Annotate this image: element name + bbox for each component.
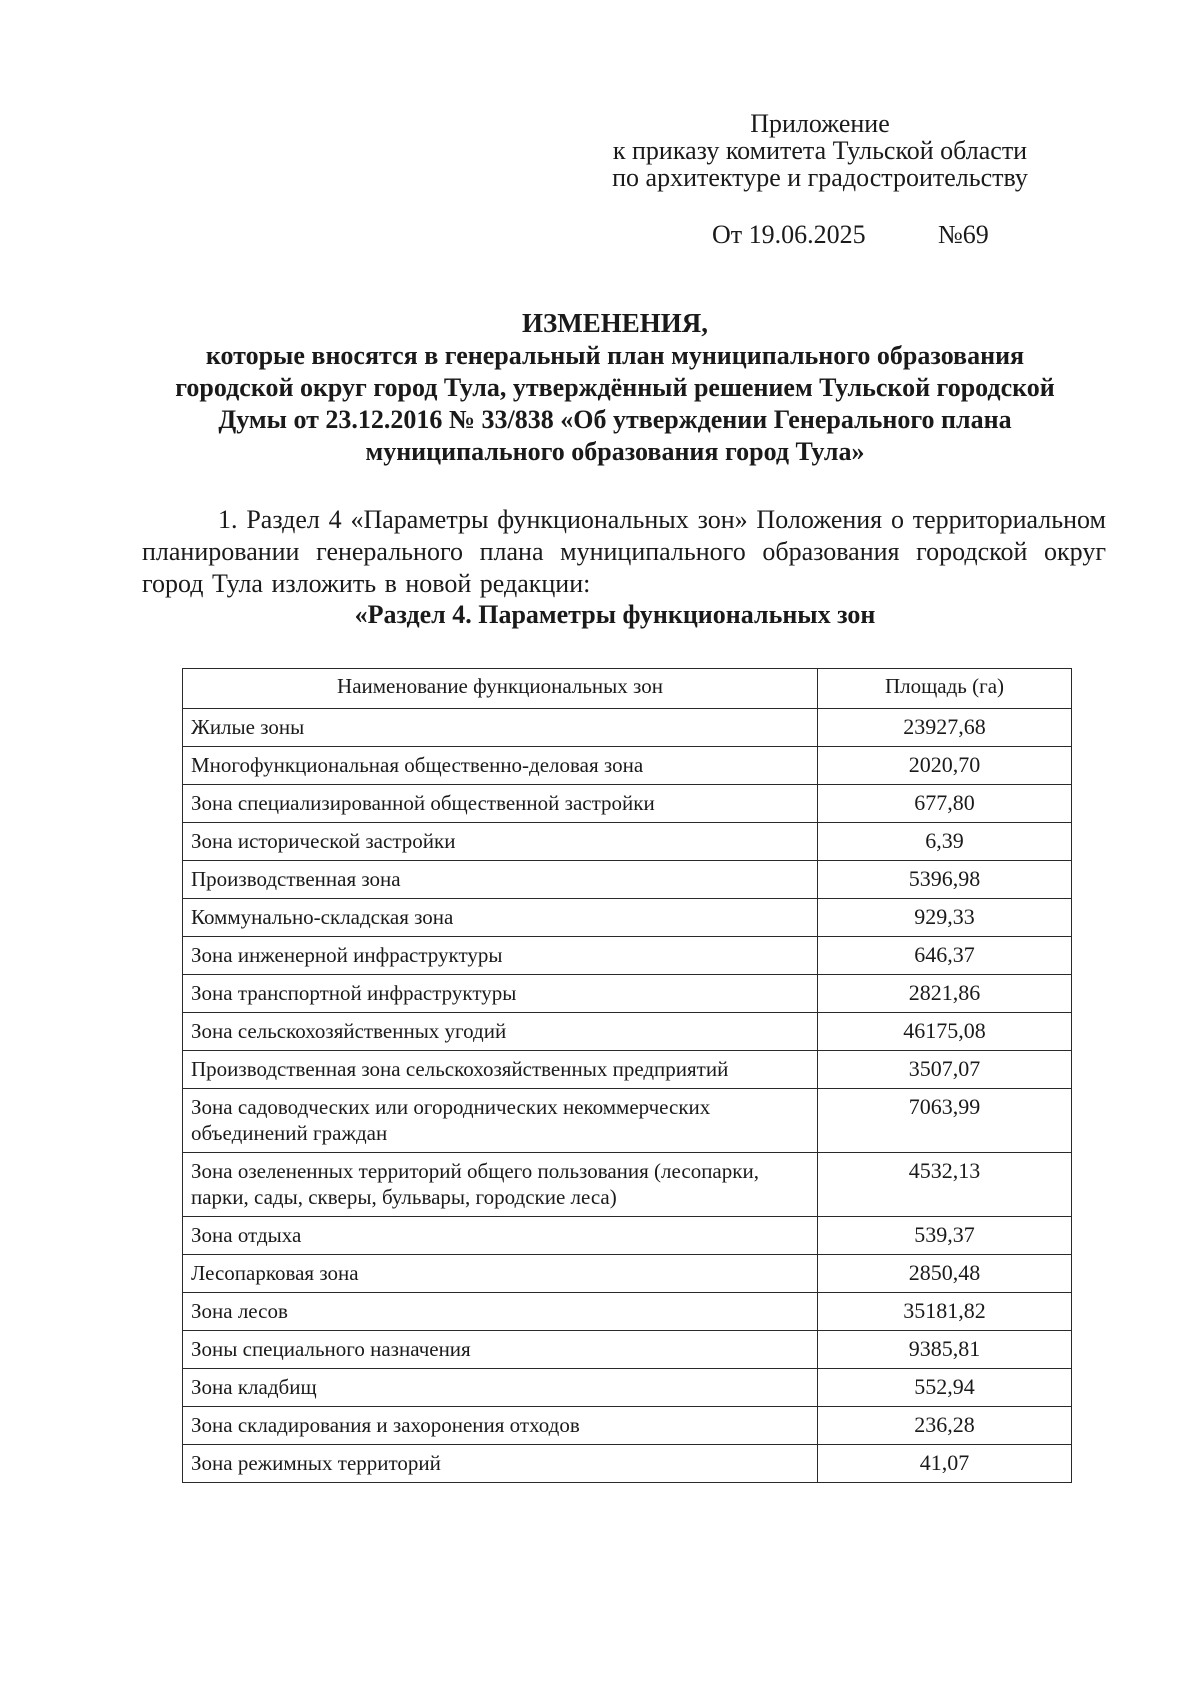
document-title [120,306,1110,468]
title-line: муниципального образования город Тула» [365,437,865,466]
section-heading: «Раздел 4. Параметры функциональных зон [354,600,876,629]
table-row [183,747,1072,785]
table-row [183,1293,1072,1331]
order-number: №69 [938,220,989,249]
title-line: которые вносятся в генеральный план муниципального образования [205,341,1025,370]
zone-area-cell: 35181,82 [818,1293,1072,1331]
zone-area-cell: 7063,99 [818,1089,1072,1153]
zone-name-cell: Производственная зона [183,861,818,899]
zone-area-cell: 929,33 [818,899,1072,937]
zone-area-cell: 2020,70 [818,747,1072,785]
zone-name-cell: Жилые зоны [183,709,818,747]
appendix-note [560,110,1080,191]
zone-name-cell: Зона озелененных территорий общего пользования (лесопарки, парки, сады, скверы, бульвары, городские леса) [183,1153,818,1217]
zone-area-cell: 6,39 [818,823,1072,861]
zone-area-cell: 3507,07 [818,1051,1072,1089]
appendix-line: по архитектуре и градостроительству [612,163,1028,192]
zone-area-cell: 677,80 [818,785,1072,823]
table-row [183,1407,1072,1445]
zone-name-cell: Зона отдыха [183,1217,818,1255]
title-line: городской округ город Тула, утверждённый решением Тульской городской [175,373,1055,402]
table-row [183,937,1072,975]
zone-area-cell: 646,37 [818,937,1072,975]
zone-name-cell: Зона специализированной общественной застройки [183,785,818,823]
zone-area-cell: 23927,68 [818,709,1072,747]
zone-area-cell: 46175,08 [818,1013,1072,1051]
appendix-line: Приложение [750,109,890,138]
zone-name-cell: Лесопарковая зона [183,1255,818,1293]
table-row [183,1013,1072,1051]
zone-area-cell: 9385,81 [818,1331,1072,1369]
table-header-row [183,669,1072,709]
title-line: Думы от 23.12.2016 № 33/838 «Об утверждении Генерального плана [218,405,1012,434]
title-main: ИЗМЕНЕНИЯ, [521,308,708,338]
body-paragraph: 1. Раздел 4 «Параметры функциональных зон» Положения о территориальном планировании генерального плана муниципального образования городской округ город Тула изложить в новой редакции: [142,505,1106,598]
zone-area-cell: 4532,13 [818,1153,1072,1217]
zone-area-cell: 539,37 [818,1217,1072,1255]
table-row [183,1217,1072,1255]
table-row [183,861,1072,899]
zone-name-cell: Производственная зона сельскохозяйственных предприятий [183,1051,818,1089]
zone-name-cell: Зоны специального назначения [183,1331,818,1369]
zone-area-cell: 5396,98 [818,861,1072,899]
zone-name-cell: Зона режимных территорий [183,1445,818,1483]
table-row [183,1445,1072,1483]
table-row [183,785,1072,823]
table-row [183,975,1072,1013]
zone-area-cell: 552,94 [818,1369,1072,1407]
zone-area-cell: 236,28 [818,1407,1072,1445]
appendix-line: к приказу комитета Тульской области [612,136,1028,165]
zone-area-cell: 2821,86 [818,975,1072,1013]
zone-name-cell: Зона кладбищ [183,1369,818,1407]
table-row [183,1153,1072,1217]
zone-area-cell: 41,07 [818,1445,1072,1483]
table-row [183,1331,1072,1369]
zone-name-cell: Зона исторической застройки [183,823,818,861]
zone-name-cell: Зона сельскохозяйственных угодий [183,1013,818,1051]
table-row [183,1255,1072,1293]
zone-area-cell: 2850,48 [818,1255,1072,1293]
zone-name-cell: Коммунально-складская зона [183,899,818,937]
zone-name-cell: Зона лесов [183,1293,818,1331]
order-date: От 19.06.2025 [712,220,866,249]
zone-name-cell: Многофункциональная общественно-деловая зона [183,747,818,785]
zone-name-cell: Зона инженерной инфраструктуры [183,937,818,975]
zone-name-cell: Зона транспортной инфраструктуры [183,975,818,1013]
column-header-name: Наименование функциональных зон [183,669,818,709]
column-header-area: Площадь (га) [818,669,1072,709]
table-row [183,823,1072,861]
table-row [183,709,1072,747]
zones-table [182,668,1072,1483]
table-row [183,899,1072,937]
table-row [183,1369,1072,1407]
table-row [183,1089,1072,1153]
zones-table-body [183,709,1072,1483]
table-row [183,1051,1072,1089]
zone-name-cell: Зона складирования и захоронения отходов [183,1407,818,1445]
zone-name-cell: Зона садоводческих или огороднических некоммерческих объединений граждан [183,1089,818,1153]
